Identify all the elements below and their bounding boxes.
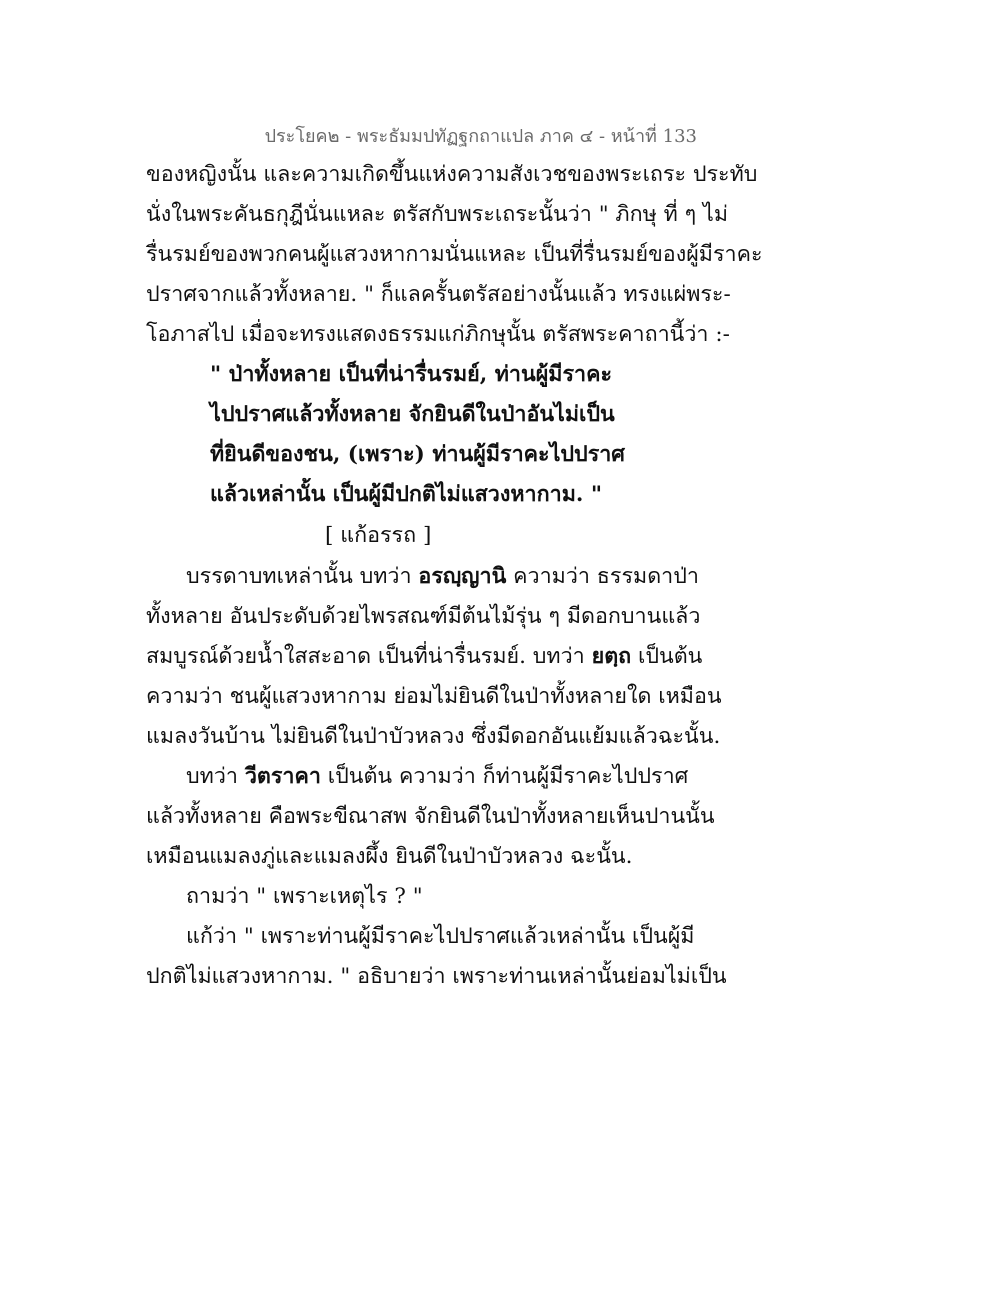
p1-l3-text-a: สมบูรณ์ด้วยน้ำใสสะอาด เป็นที่น่ารื่นรมย์. บทว่า (146, 644, 585, 669)
answer-line-1: แก้ว่า " เพราะท่านผู้มีราคะไปปราศแล้วเหล่านั้น เป็นผู้มี (186, 924, 695, 949)
question-line: ถามว่า " เพราะเหตุไร ? " (186, 884, 423, 909)
paragraph-2-line-3: เหมือนแมลงภู่และแมลงผึ้ง ยินดีในป่าบัวหลวง ฉะนั้น. (146, 844, 633, 869)
paragraph-1-line-4: ความว่า ชนผู้แสวงหากาม ย่อมไม่ยินดีในป่าทั้งหลายใด เหมือน (146, 684, 722, 709)
body-line-1: ของหญิงนั้น และความเกิดขึ้นแห่งความสังเวชของพระเถระ ประทับ (146, 162, 758, 187)
paragraph-1-line-2: ทั้งหลาย อันประดับด้วยไพรสณฑ์มีต้นไม้รุ่น ๆ มีดอกบานแล้ว (146, 604, 701, 629)
paragraph-1-line-3 (146, 644, 702, 670)
p1-l3-text-b: เป็นต้น (638, 644, 703, 669)
section-heading: [ แก้อรรถ ] (325, 523, 432, 548)
verse-line-4: แล้วเหล่านั้น เป็นผู้มีปกติไม่แสวงหากาม. " (210, 482, 603, 507)
p1-term-bold: อรญฺญานิ (418, 564, 507, 589)
p1-l3-term-bold: ยตฺถ (591, 644, 632, 669)
body-line-2: นั่งในพระคันธกุฎีนั่นแหละ ตรัสกับพระเถระนั้นว่า " ภิกษุ ที่ ๆ ไม่ (146, 202, 728, 227)
body-line-4: ปราศจากแล้วทั้งหลาย. " ก็แลครั้นตรัสอย่างนั้นแล้ว ทรงแผ่พระ- (146, 282, 731, 307)
body-line-3: รื่นรมย์ของพวกคนผู้แสวงหากามนั่นแหละ เป็นที่รื่นรมย์ของผู้มีราคะ (146, 242, 763, 267)
verse-line-1: " ป่าทั้งหลาย เป็นที่น่ารื่นรมย์, ท่านผู้มีราคะ (210, 362, 613, 387)
p1-text-a: บรรดาบทเหล่านั้น บทว่า (186, 564, 412, 589)
p2-text-b: เป็นต้น ความว่า ก็ท่านผู้มีราคะไปปราศ (327, 764, 689, 789)
paragraph-1-line-1 (186, 564, 699, 590)
paragraph-1-line-5: แมลงวันบ้าน ไม่ยินดีในป่าบัวหลวง ซึ่งมีดอกอันแย้มแล้วฉะนั้น. (146, 724, 721, 749)
paragraph-2-line-1 (186, 764, 688, 790)
verse-line-2: ไปปราศแล้วทั้งหลาย จักยินดีในป่าอันไม่เป็น (210, 402, 615, 427)
answer-line-2: ปกติไม่แสวงหากาม. " อธิบายว่า เพราะท่านเหล่านั้นย่อมไม่เป็น (146, 964, 727, 989)
p2-term-bold: วีตราคา (244, 764, 321, 789)
running-header: ประโยค๒ - พระธัมมปทัฏฐกถาแปล ภาค ๔ - หน้าที่ 133 (264, 126, 697, 147)
paragraph-2-line-2: แล้วทั้งหลาย คือพระขีณาสพ จักยินดีในป่าทั้งหลายเห็นปานนั้น (146, 804, 715, 829)
p2-text-a: บทว่า (186, 764, 238, 789)
verse-line-3: ที่ยินดีของชน, (เพราะ) ท่านผู้มีราคะไปปราศ (210, 442, 625, 467)
p1-text-b: ความว่า ธรรมดาป่า (513, 564, 699, 589)
body-line-5: โอภาสไป เมื่อจะทรงแสดงธรรมแก่ภิกษุนั้น ตรัสพระคาถานี้ว่า :- (146, 322, 730, 347)
